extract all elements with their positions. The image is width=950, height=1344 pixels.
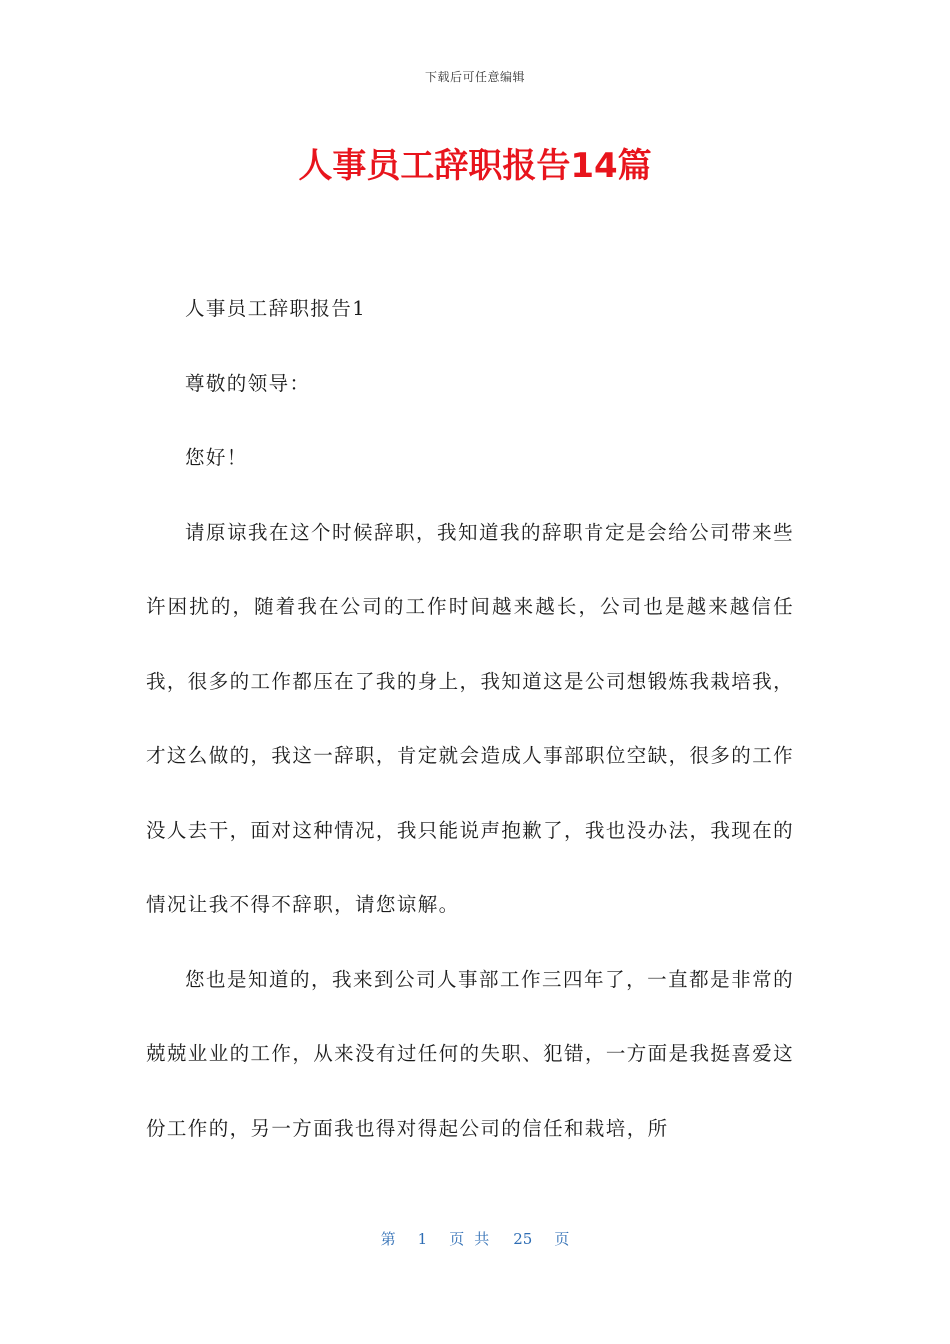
body-paragraph: 您也是知道的，我来到公司人事部工作三四年了，一直都是非常的兢兢业业的工作，从来没有过任何的失职、犯错，一方面是我挺喜爱这份工作的，另一方面我也得对得起公司的信任和栽培，所 [146,967,794,1140]
page-label-prefix: 第 [380,1230,396,1248]
page-footer [0,1228,950,1249]
greeting: 您好！ [185,446,248,469]
page-label-mid: 页共 [449,1230,500,1248]
body-paragraph: 请原谅我在这个时候辞职，我知道我的辞职肯定是会给公司带来些许困扰的，随着我在公司的工作时间越来越长，公司也是越来越信任我，很多的工作都压在了我的身上，我知道这是公司想锻炼我栽培我，才这么做的，我这一辞职，肯定就会造成人事部职位空缺，很多的工作没人去干，面对这种情况，我只能说声抱歉了，我也没办法，我现在的情况让我不得不辞职，请您谅解。 [146,520,794,916]
page-total: 25 [513,1230,533,1248]
page-current: 1 [417,1230,428,1248]
section-heading: 人事员工辞职报告1 [185,297,367,320]
header-note: 下载后可任意编辑 [424,70,525,84]
salutation: 尊敬的领导： [185,371,311,395]
document-title: 人事员工辞职报告14篇 [298,146,652,186]
page-label-suffix: 页 [554,1230,570,1248]
document-body [146,272,794,1166]
